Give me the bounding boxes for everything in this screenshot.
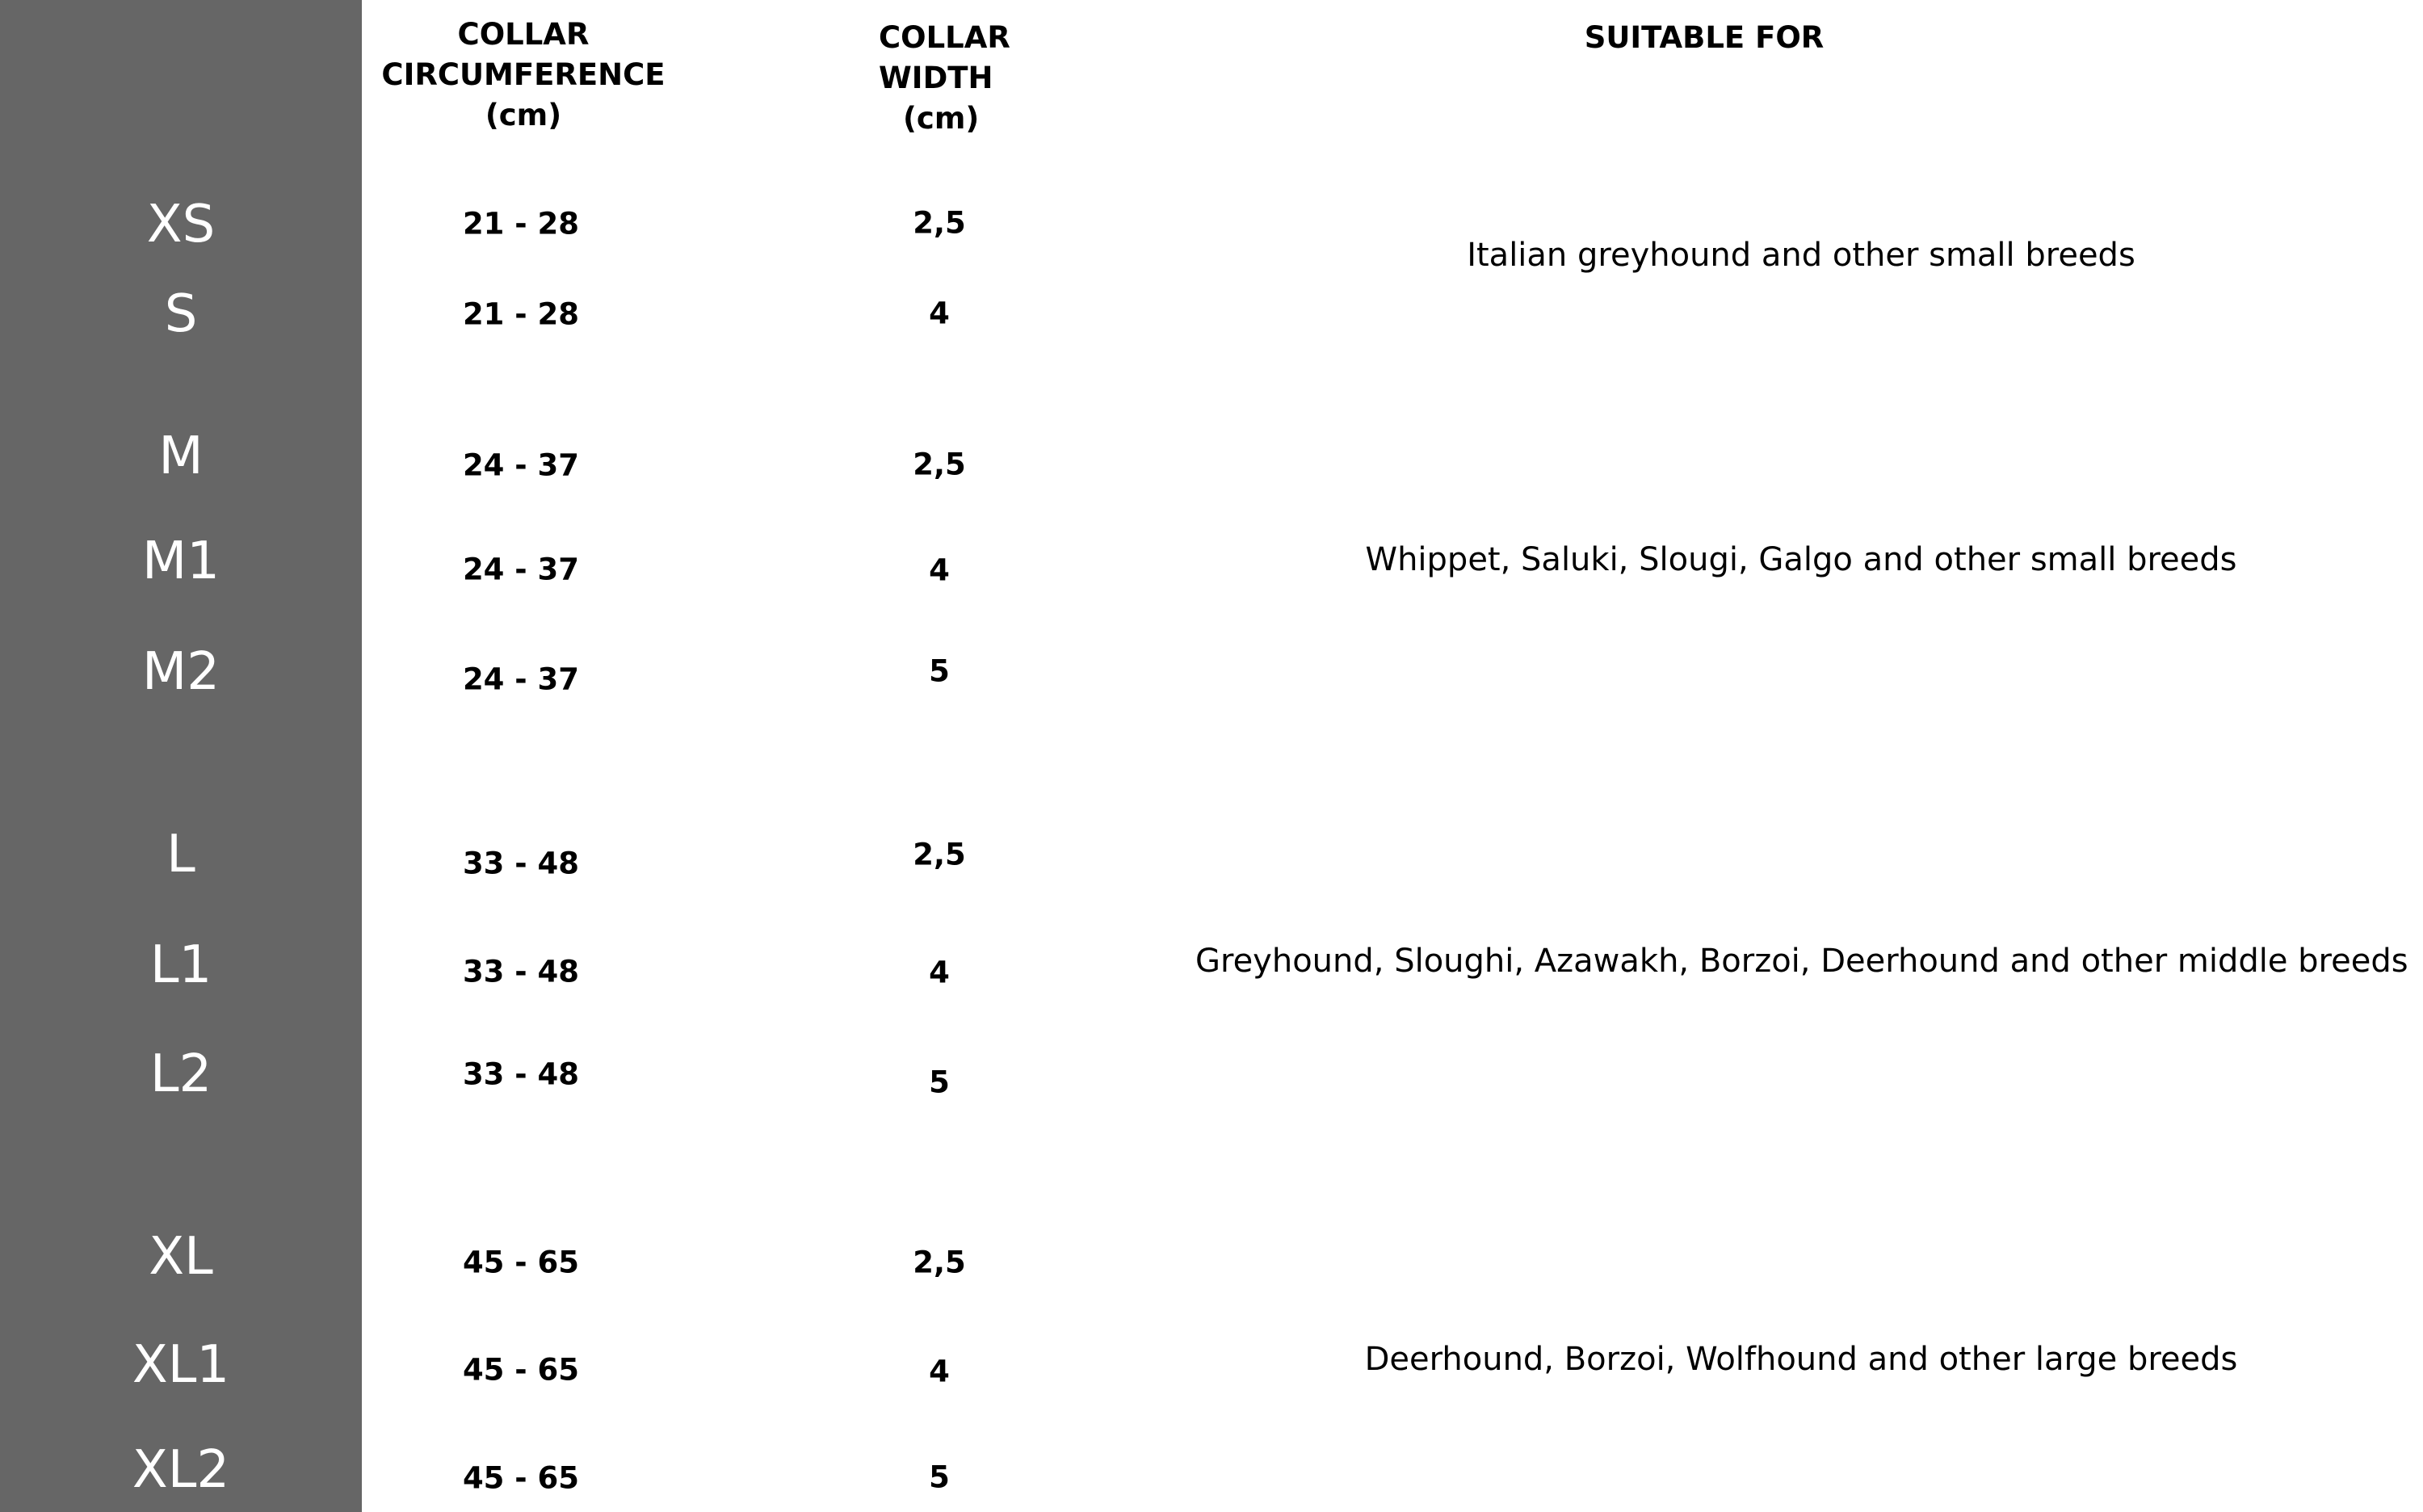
width-cell: 5 xyxy=(929,653,950,689)
width-cell: 2,5 xyxy=(913,447,966,482)
width-cell: 4 xyxy=(929,955,950,990)
size-label: XS xyxy=(146,195,216,254)
suitable-breeds-text: Deerhound, Borzoi, Wolfhound and other large breeds xyxy=(1364,1341,2238,1378)
header-collar-width xyxy=(879,18,1040,139)
size-label: L1 xyxy=(149,935,212,995)
width-cell: 5 xyxy=(929,1460,950,1495)
circumference-cell: 24 - 37 xyxy=(462,662,580,697)
size-label: XL2 xyxy=(132,1440,230,1500)
size-label: XL1 xyxy=(132,1335,230,1395)
header-collar-circumference xyxy=(362,15,685,136)
circumference-cell: 33 - 48 xyxy=(462,846,580,881)
header-line: COLLAR xyxy=(879,20,1010,55)
circumference-cell: 33 - 48 xyxy=(462,954,580,989)
size-label: M xyxy=(158,426,204,486)
width-cell: 2,5 xyxy=(913,837,966,872)
suitable-breeds-text: Italian greyhound and other small breeds xyxy=(1467,237,2135,274)
circumference-cell: 33 - 48 xyxy=(462,1056,580,1092)
circumference-cell: 24 - 37 xyxy=(462,552,580,587)
width-cell: 5 xyxy=(929,1065,950,1100)
size-label: M2 xyxy=(142,642,220,702)
width-cell: 4 xyxy=(929,296,950,331)
circumference-cell: 45 - 65 xyxy=(462,1245,580,1280)
suitable-breeds-text: Greyhound, Sloughi, Azawakh, Borzoi, Deerhound and other middle breeds xyxy=(1195,943,2408,980)
circumference-cell: 45 - 65 xyxy=(462,1460,580,1496)
header-line: COLLAR xyxy=(457,17,590,52)
circumference-cell: 45 - 65 xyxy=(462,1352,580,1388)
size-label: L2 xyxy=(149,1044,212,1104)
width-cell: 2,5 xyxy=(913,205,966,241)
width-cell: 4 xyxy=(929,1354,950,1389)
header-line: WIDTH xyxy=(879,61,993,95)
header-line: (cm) xyxy=(903,101,980,136)
width-cell: 4 xyxy=(929,552,950,588)
circumference-cell: 24 - 37 xyxy=(462,447,580,483)
header-line: CIRCUMFERENCE xyxy=(381,57,666,92)
header-suitable-for: SUITABLE FOR xyxy=(1584,20,1825,55)
size-label: L xyxy=(166,825,195,884)
header-line: (cm) xyxy=(485,98,562,132)
size-label: XL xyxy=(149,1227,213,1287)
size-column-panel xyxy=(0,0,362,1512)
size-label: S xyxy=(164,284,198,344)
width-cell: 2,5 xyxy=(913,1245,966,1280)
suitable-breeds-text: Whippet, Saluki, Slougi, Galgo and other small breeds xyxy=(1365,541,2237,578)
size-label: M1 xyxy=(142,531,220,591)
circumference-cell: 21 - 28 xyxy=(462,296,580,332)
circumference-cell: 21 - 28 xyxy=(462,206,580,242)
